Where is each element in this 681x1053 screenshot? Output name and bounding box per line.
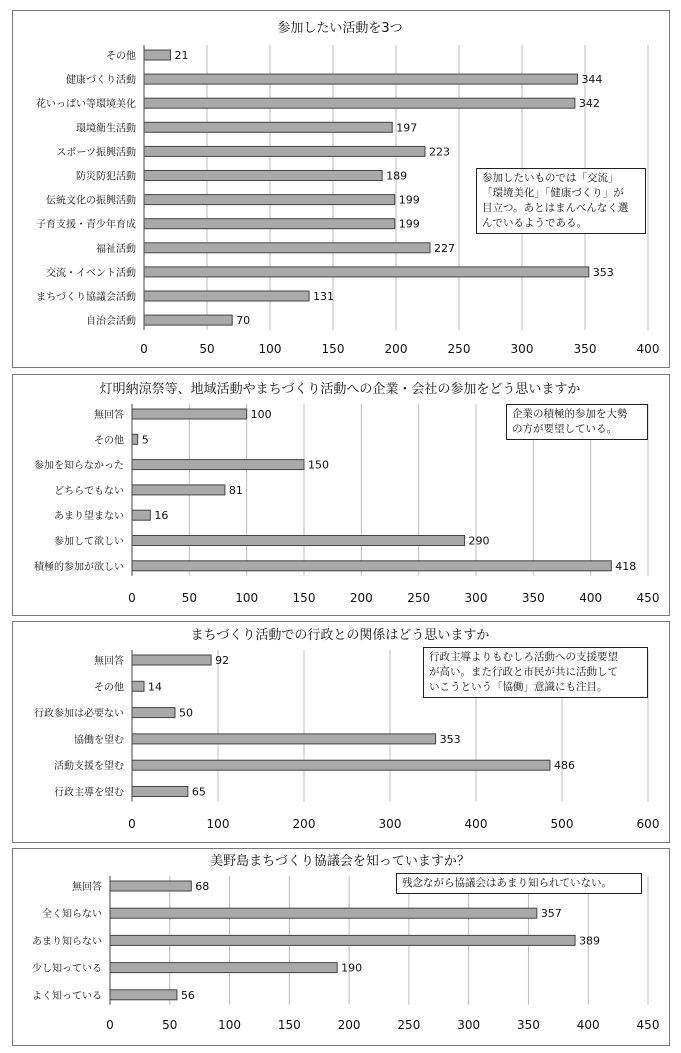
tick-label: 400: [464, 817, 488, 831]
data-label: 342: [578, 97, 600, 111]
category-label: 花いっぱい等環境美化: [36, 99, 136, 111]
bar: [132, 434, 138, 444]
data-label: 199: [398, 217, 420, 231]
category-label: 防災防犯活動: [76, 171, 136, 183]
category-label: 無回答: [72, 882, 102, 893]
tick-label: 400: [579, 591, 603, 605]
category-label: 参加を知らなかった: [34, 460, 124, 472]
annotation-box: [506, 404, 648, 440]
data-label: 100: [250, 408, 272, 421]
annotation-line: んでいるようである。: [482, 217, 587, 229]
annotation-line: いこうという「協働」意識にも注目。: [429, 681, 608, 693]
annotation-line: 企業の積極的参加を大勢: [512, 408, 628, 420]
tick-label: 400: [636, 342, 660, 356]
data-label: 81: [228, 483, 243, 497]
data-label: 357: [540, 907, 562, 921]
tick-label: 350: [516, 1018, 540, 1032]
bar: [132, 708, 175, 718]
data-label: 150: [308, 458, 329, 472]
category-label: あまり望まない: [54, 511, 124, 523]
bar: [144, 74, 577, 84]
annotation-box: [396, 873, 642, 894]
bar: [132, 681, 144, 691]
bar: [144, 50, 170, 60]
chart-title: 灯明納涼祭等、地域活動やまちづくり活動への企業・会社の参加をどう思いますか: [99, 382, 581, 397]
data-label: 50: [179, 706, 193, 720]
data-label: 70: [236, 314, 251, 328]
data-label: 131: [313, 290, 335, 303]
annotation-box: [476, 168, 646, 234]
bar: [144, 315, 232, 325]
tick-label: 250: [407, 591, 431, 605]
tick-label: 400: [576, 1018, 600, 1032]
data-label: 486: [553, 759, 575, 773]
data-label: 21: [174, 49, 189, 62]
tick-label: 100: [235, 591, 259, 605]
data-label: 344: [581, 73, 603, 87]
tick-label: 500: [550, 817, 574, 831]
data-label: 190: [341, 961, 363, 975]
bar: [144, 98, 575, 108]
category-label: 全く知らない: [42, 909, 102, 921]
data-label: 353: [592, 265, 614, 279]
tick-label: 0: [128, 591, 136, 605]
bar: [132, 460, 304, 470]
data-label: 353: [439, 732, 461, 746]
tick-label: 250: [397, 1018, 421, 1032]
bar: [132, 760, 550, 770]
chart-title: 美野島まちづくり協議会を知っていますか？: [210, 854, 470, 869]
bar: [110, 908, 537, 918]
data-label: 16: [154, 509, 169, 523]
category-label: 行政主導を望む: [54, 787, 124, 799]
category-label: 積極的参加が欲しい: [34, 561, 124, 573]
bar: [110, 935, 575, 945]
category-label: 少し知っている: [32, 963, 102, 975]
bar: [110, 881, 191, 891]
bar: [132, 536, 465, 546]
category-label: 自治会活動: [86, 316, 136, 328]
annotation-line: が高い。また行政と市民が共に活動して: [429, 666, 618, 678]
tick-label: 600: [636, 817, 660, 831]
data-label: 389: [579, 934, 601, 948]
category-label: スポーツ振興活動: [56, 147, 136, 159]
tick-label: 100: [218, 1018, 242, 1032]
bar: [110, 963, 337, 973]
category-label: 参加して欲しい: [54, 536, 124, 548]
data-label: 68: [195, 880, 210, 893]
category-label: 無回答: [94, 410, 124, 421]
tick-label: 0: [106, 1018, 114, 1032]
tick-label: 50: [181, 591, 197, 605]
data-label: 197: [396, 121, 418, 135]
tick-label: 250: [447, 342, 471, 356]
tick-label: 300: [378, 817, 402, 831]
tick-label: 200: [292, 817, 316, 831]
tick-label: 150: [321, 342, 345, 356]
annotation-line: 行政主導よりもむしろ活動への支援要望: [429, 651, 618, 663]
category-label: 無回答: [94, 656, 124, 667]
bar: [144, 243, 430, 253]
tick-label: 300: [457, 1018, 481, 1032]
tick-label: 150: [292, 591, 316, 605]
data-label: 290: [468, 534, 490, 548]
data-label: 65: [191, 785, 206, 799]
tick-label: 200: [384, 342, 408, 356]
tick-label: 200: [349, 591, 373, 605]
tick-label: 50: [162, 1018, 178, 1032]
data-label: 189: [386, 169, 408, 183]
annotation-line: の方が要望している。: [512, 423, 617, 435]
data-label: 227: [434, 241, 456, 255]
bar: [132, 409, 247, 419]
bar: [132, 485, 225, 495]
tick-label: 50: [199, 342, 215, 356]
data-label: 223: [428, 145, 450, 159]
annotation-box: [423, 647, 648, 698]
data-label: 199: [398, 193, 420, 207]
category-label: どちらでもない: [54, 485, 124, 497]
chart-title: 参加したい活動を3つ: [277, 21, 403, 36]
category-label: 健康づくり活動: [66, 75, 136, 87]
bar: [144, 291, 309, 301]
category-label: まちづくり協議会活動: [36, 292, 136, 303]
annotation-line: 参加したいものでは「交流」: [482, 172, 619, 184]
category-label: 子育支援・青少年育成: [36, 219, 136, 231]
bar: [110, 990, 177, 1000]
bar: [132, 655, 211, 665]
category-label: 環境衛生活動: [76, 123, 136, 135]
annotation-line: 目立つ。あとはまんべんなく選: [482, 202, 629, 214]
category-label: 交流・イベント活動: [46, 267, 136, 279]
bar: [144, 195, 395, 205]
category-label: 福祉活動: [96, 243, 136, 255]
category-label: 伝統文化の振興活動: [46, 195, 136, 207]
bar: [144, 267, 589, 277]
category-label: 協働を望む: [74, 734, 124, 746]
bar: [132, 561, 611, 571]
tick-label: 450: [636, 1018, 660, 1032]
data-label: 92: [215, 654, 230, 667]
bar: [144, 171, 382, 181]
category-label: 行政参加は必要ない: [34, 708, 124, 720]
category-label: あまり知らない: [32, 936, 102, 948]
bar: [144, 146, 425, 156]
bar: [132, 787, 188, 797]
tick-label: 450: [636, 591, 660, 605]
tick-label: 150: [277, 1018, 301, 1032]
bar: [144, 122, 392, 132]
data-label: 14: [148, 680, 163, 694]
data-label: 418: [615, 559, 637, 573]
category-label: その他: [94, 682, 124, 694]
tick-label: 0: [128, 817, 136, 831]
bar: [144, 219, 395, 229]
tick-label: 0: [140, 342, 148, 356]
category-label: よく知っている: [32, 990, 102, 1002]
category-label: その他: [94, 435, 124, 447]
tick-label: 100: [206, 817, 230, 831]
bar: [132, 734, 436, 744]
tick-label: 200: [337, 1018, 361, 1032]
data-label: 5: [141, 433, 149, 447]
tick-label: 100: [258, 342, 282, 356]
annotation-line: 「環境美化」「健康づくり」が: [482, 187, 624, 199]
tick-label: 300: [510, 342, 534, 356]
chart-title: まちづくり活動での行政との関係はどう思いますか: [190, 628, 490, 643]
category-label: 活動支援を望む: [54, 761, 124, 773]
category-label: その他: [106, 51, 136, 62]
annotation-line: 残念ながら協議会はあまり知られていない。: [402, 877, 612, 889]
tick-label: 350: [573, 342, 597, 356]
data-label: 56: [180, 988, 195, 1002]
tick-label: 350: [521, 591, 545, 605]
bar: [132, 510, 150, 520]
tick-label: 300: [464, 591, 488, 605]
